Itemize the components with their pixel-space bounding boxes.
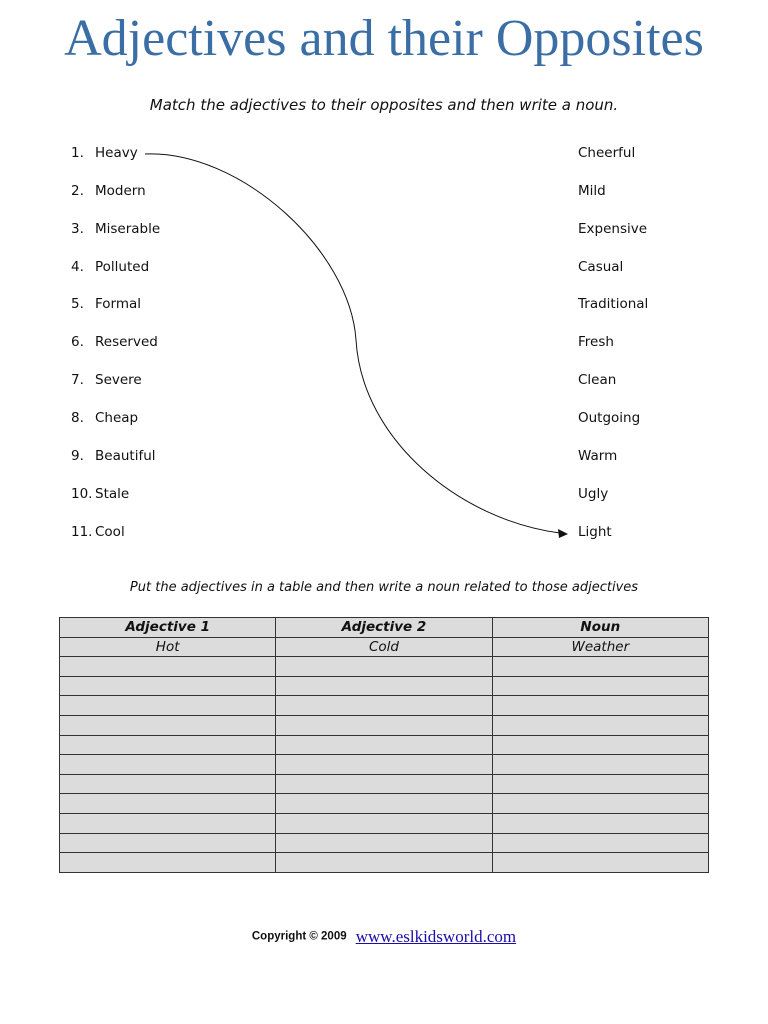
example-noun: Weather [492, 637, 708, 657]
header-noun: Noun [492, 618, 708, 638]
table-cell[interactable] [60, 774, 276, 794]
table-row [60, 755, 709, 775]
table-row [60, 696, 709, 716]
item-word: Reserved [95, 334, 158, 350]
item-number: 1. [71, 145, 84, 161]
table-cell[interactable] [60, 813, 276, 833]
item-word: Stale [95, 486, 130, 502]
table-cell[interactable] [492, 657, 708, 677]
table-row [60, 676, 709, 696]
table-cell[interactable] [492, 833, 708, 853]
item-word: Cool [95, 524, 125, 540]
worksheet-title: Adjectives and their Opposites [64, 10, 704, 67]
table-cell[interactable] [60, 676, 276, 696]
right-item: Light [578, 524, 612, 540]
right-item: Casual [578, 259, 624, 275]
website-link[interactable]: www.eslkidsworld.com [355, 926, 517, 946]
table-cell[interactable] [276, 657, 492, 677]
table-row [60, 657, 709, 677]
table-row [60, 833, 709, 853]
right-item: Traditional [578, 296, 649, 312]
table-cell[interactable] [276, 833, 492, 853]
item-word: Cheap [95, 410, 139, 426]
item-number: 3. [71, 221, 84, 237]
copyright-text: Copyright © 2009 [251, 930, 347, 943]
table-cell[interactable] [60, 715, 276, 735]
table-cell[interactable] [276, 696, 492, 716]
table-cell[interactable] [492, 755, 708, 775]
item-word: Polluted [95, 259, 150, 275]
table-cell[interactable] [276, 853, 492, 873]
item-word: Beautiful [95, 448, 156, 464]
table-cell[interactable] [492, 676, 708, 696]
item-number: 9. [71, 448, 84, 464]
header-adjective-2: Adjective 2 [276, 618, 492, 638]
arrowhead-icon [558, 529, 568, 538]
right-item: Fresh [578, 334, 614, 350]
right-item: Warm [578, 448, 618, 464]
table-cell[interactable] [276, 715, 492, 735]
table-cell[interactable] [276, 813, 492, 833]
right-item: Outgoing [578, 410, 641, 426]
table-cell[interactable] [492, 813, 708, 833]
table-row [60, 853, 709, 873]
header-adjective-1: Adjective 1 [60, 618, 276, 638]
table-cell[interactable] [492, 715, 708, 735]
item-number: 6. [71, 334, 84, 350]
table-cell[interactable] [276, 794, 492, 814]
table-cell[interactable] [60, 853, 276, 873]
table-cell[interactable] [492, 794, 708, 814]
right-item: Cheerful [578, 145, 636, 161]
table-row [60, 715, 709, 735]
connector-curve [145, 154, 560, 533]
example-adjective-1: Hot [60, 637, 276, 657]
table-row [60, 735, 709, 755]
right-item: Mild [578, 183, 606, 199]
table-cell[interactable] [276, 676, 492, 696]
table-cell[interactable] [492, 735, 708, 755]
item-word: Formal [95, 296, 142, 312]
adjective-noun-table [59, 617, 709, 873]
item-word: Modern [95, 183, 146, 199]
table-cell[interactable] [60, 696, 276, 716]
table-cell[interactable] [276, 735, 492, 755]
item-number: 2. [71, 183, 84, 199]
table-instruction: Put the adjectives in a table and then write a noun related to those adjectives [129, 580, 639, 595]
table-cell[interactable] [60, 755, 276, 775]
item-number: 4. [71, 259, 84, 275]
table-cell[interactable] [60, 833, 276, 853]
table-row [60, 813, 709, 833]
item-word: Heavy [95, 145, 138, 161]
item-word: Miserable [95, 221, 161, 237]
item-number: 5. [71, 296, 84, 312]
table-cell[interactable] [60, 657, 276, 677]
table-cell[interactable] [492, 696, 708, 716]
table-cell[interactable] [276, 774, 492, 794]
table-cell[interactable] [276, 755, 492, 775]
table-example-row [60, 637, 709, 657]
match-instruction: Match the adjectives to their opposites and then write a noun. [149, 96, 619, 114]
right-item: Ugly [578, 486, 609, 502]
table-cell[interactable] [60, 794, 276, 814]
table-cell[interactable] [492, 853, 708, 873]
right-item: Clean [578, 372, 617, 388]
table-cell[interactable] [492, 774, 708, 794]
table-cell[interactable] [60, 735, 276, 755]
item-number: 8. [71, 410, 84, 426]
table-row [60, 774, 709, 794]
example-adjective-2: Cold [276, 637, 492, 657]
table-row [60, 794, 709, 814]
item-number: 11. [71, 524, 93, 540]
footer [0, 926, 768, 947]
item-number: 7. [71, 372, 84, 388]
item-number: 10. [71, 486, 93, 502]
right-item: Expensive [578, 221, 648, 237]
item-word: Severe [95, 372, 142, 388]
table-header-row [60, 618, 709, 638]
